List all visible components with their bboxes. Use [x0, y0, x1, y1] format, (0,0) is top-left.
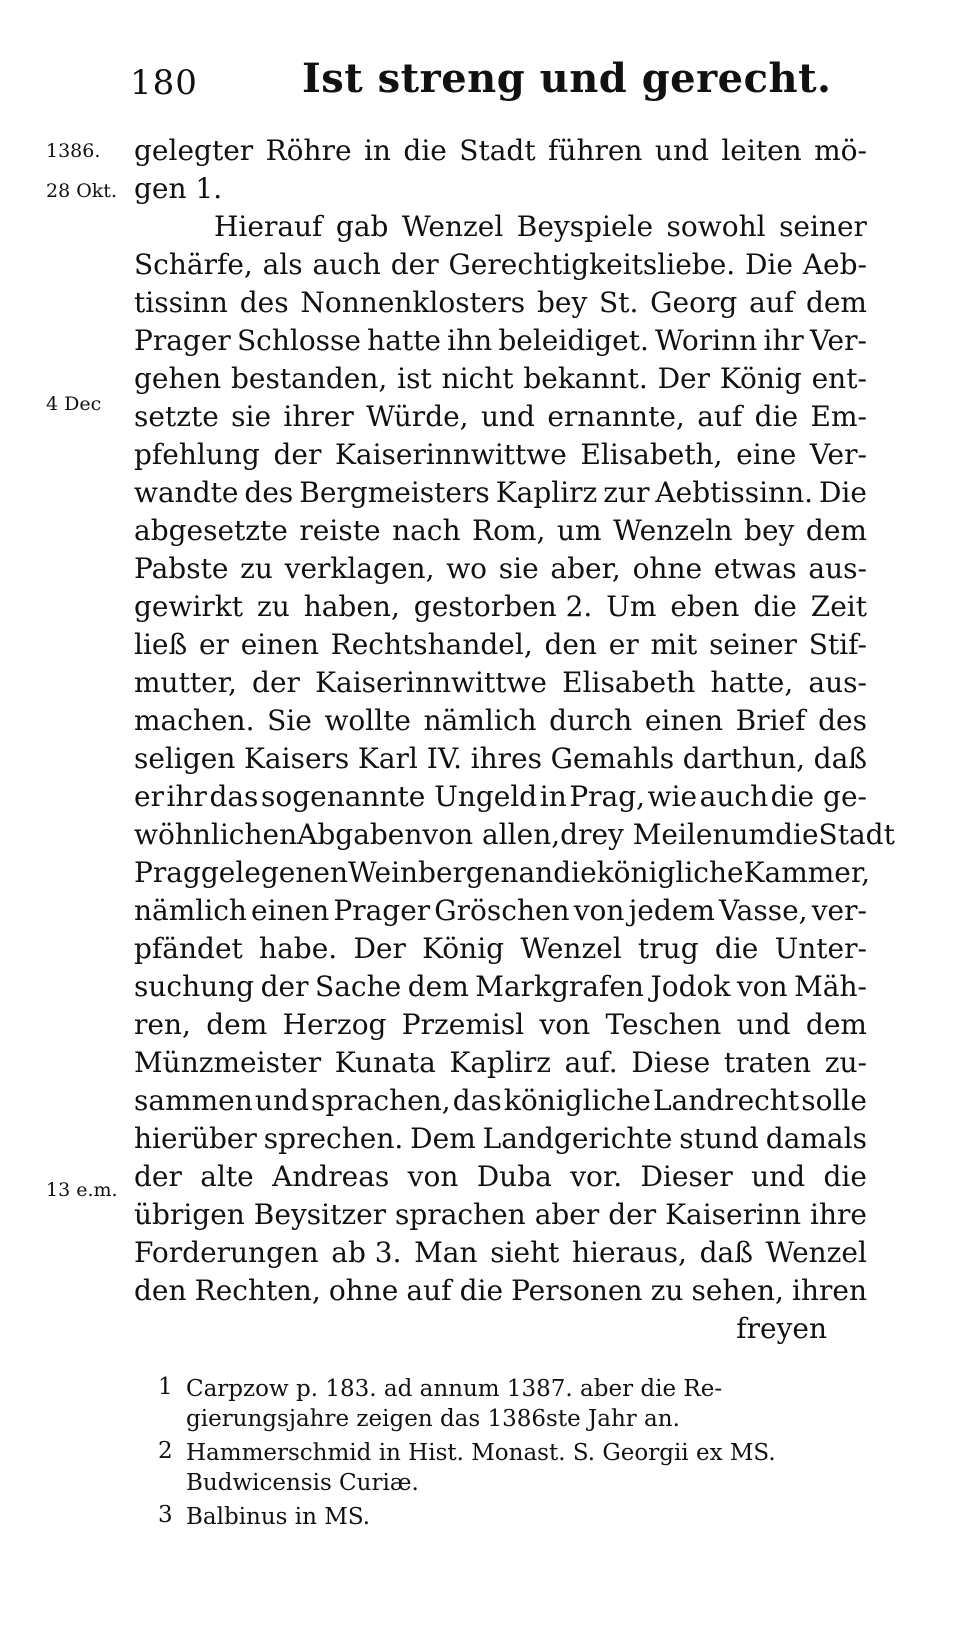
- word: sehen,: [691, 1274, 784, 1307]
- word: die: [403, 134, 447, 167]
- word: ren,: [134, 1008, 191, 1041]
- word: auf.: [564, 1046, 618, 1079]
- word: er: [608, 628, 639, 661]
- word: hieraus,: [572, 1236, 687, 1269]
- word: Unter-: [774, 932, 867, 965]
- word: Der: [657, 362, 710, 395]
- word: und: [654, 134, 709, 167]
- word: Herzog: [282, 1008, 387, 1041]
- word: aber,: [550, 552, 621, 585]
- word: ihres: [470, 742, 542, 775]
- word: tissinn: [134, 286, 228, 319]
- word: ernannte,: [547, 400, 685, 433]
- word: Bergmeisters: [299, 476, 490, 509]
- word: der: [260, 970, 309, 1003]
- word: Nonnenklosters: [300, 286, 526, 319]
- word: Beysitzer: [253, 1198, 387, 1231]
- word: Przemisl: [401, 1008, 525, 1041]
- word: Em-: [810, 400, 867, 433]
- word: Prag: [134, 856, 201, 889]
- text-line: [134, 246, 867, 284]
- word: setzte: [134, 400, 219, 433]
- word: Teschen: [605, 1008, 722, 1041]
- word: den: [134, 1274, 187, 1307]
- word: dem: [206, 1008, 268, 1041]
- word: gewirkt: [134, 590, 244, 623]
- footnote-line: Budwicensis Curiæ.: [186, 1470, 419, 1496]
- word: ihn: [447, 324, 493, 357]
- word: machen.: [134, 704, 255, 737]
- word: Man: [414, 1236, 478, 1269]
- word: die: [754, 400, 799, 433]
- text-line: [134, 1272, 867, 1310]
- word: pfändet: [134, 932, 243, 965]
- text-line: [134, 1310, 867, 1348]
- word: Kaisers: [244, 742, 350, 775]
- word: ihr: [166, 780, 207, 813]
- word: nach: [392, 514, 461, 547]
- word: seiner: [709, 628, 797, 661]
- word: von: [736, 970, 788, 1003]
- word: Personen: [511, 1274, 643, 1307]
- text-line: [134, 360, 867, 398]
- word: ihren: [792, 1274, 867, 1307]
- word: die: [714, 932, 759, 965]
- text-line: [134, 1234, 867, 1272]
- word: Münzmeister: [134, 1046, 322, 1079]
- word: wo: [446, 552, 488, 585]
- word: Landrecht: [652, 1084, 800, 1117]
- footnote-line: Hammerschmid in Hist. Monast. S. Georgii ex MS.: [186, 1440, 776, 1466]
- word: er: [134, 780, 164, 813]
- word: Stadt: [459, 134, 536, 167]
- text-line: [134, 550, 867, 588]
- word: der: [390, 248, 439, 281]
- word: auf: [406, 1274, 452, 1307]
- word: die: [459, 1274, 504, 1307]
- word: sprachen: [395, 1198, 526, 1231]
- word: Aeb-: [802, 248, 867, 281]
- word: in: [539, 780, 567, 813]
- word: zu: [256, 590, 290, 623]
- word: Jodok: [650, 970, 731, 1003]
- word: Ver-: [809, 438, 867, 471]
- word: des: [239, 286, 289, 319]
- text-line: [134, 854, 871, 892]
- text-line: [134, 1006, 867, 1044]
- word: Kunata: [334, 1046, 436, 1079]
- word: Gemahls: [550, 742, 675, 775]
- word: eine: [736, 438, 797, 471]
- word: Dem: [410, 1122, 476, 1155]
- text-line: [134, 892, 867, 930]
- word: pfehlung: [134, 438, 260, 471]
- word: an: [518, 856, 554, 889]
- word: bestanden,: [230, 362, 388, 395]
- word: die: [753, 590, 797, 623]
- word: Kaplirz: [449, 1046, 552, 1079]
- footnote: [158, 1502, 878, 1532]
- word: übrigen: [134, 1198, 245, 1231]
- word: seiner: [779, 210, 867, 243]
- word: von allen,: [422, 818, 561, 851]
- word: Wenzel: [401, 210, 504, 243]
- word: königliche: [596, 856, 744, 889]
- word: das: [452, 1084, 502, 1117]
- word: abgesetzte: [134, 514, 288, 547]
- word: Vasse,: [719, 894, 808, 927]
- word: Wenzel: [765, 1236, 867, 1269]
- word: gelegenen: [200, 856, 348, 889]
- word: gehen: [134, 362, 222, 395]
- word: haben,: [303, 590, 400, 623]
- footnote: [158, 1438, 878, 1498]
- word: Prager: [333, 894, 431, 927]
- word: gestorben 2.: [413, 590, 593, 623]
- word: Pabste: [134, 552, 229, 585]
- word: und: [254, 1084, 309, 1117]
- word: ab 3.: [331, 1236, 402, 1269]
- footnote-line: Balbinus in MS.: [186, 1504, 371, 1530]
- word: nämlich: [134, 894, 247, 927]
- word: Kaiserinnwittwe: [334, 438, 567, 471]
- word: Rechtshandel,: [330, 628, 533, 661]
- word: die: [775, 818, 819, 851]
- text-line: [134, 1044, 867, 1082]
- word: Um: [606, 590, 657, 623]
- text-line: [134, 626, 867, 664]
- word: alte: [200, 1160, 254, 1193]
- text-line: [134, 588, 867, 626]
- word: ließ: [134, 628, 188, 661]
- word: beleidiget.: [498, 324, 649, 357]
- word: dem: [805, 1008, 867, 1041]
- word: Wenzel: [520, 932, 622, 965]
- word: auch: [699, 780, 769, 813]
- text-line: [134, 1158, 867, 1196]
- word: Kaplirz: [495, 476, 598, 509]
- word: nämlich: [423, 704, 537, 737]
- word: dem: [805, 286, 867, 319]
- word: Diese: [631, 1046, 711, 1079]
- word: Sie: [267, 704, 312, 737]
- word: einen: [644, 704, 724, 737]
- word: König: [422, 932, 505, 965]
- word: sprechen.: [263, 1122, 404, 1155]
- word: gab: [335, 210, 389, 243]
- word: Kaiserinn: [665, 1198, 802, 1231]
- text-line: [134, 170, 867, 208]
- word: freyen: [736, 1312, 827, 1345]
- word: gen 1.: [134, 172, 223, 205]
- text-line: [134, 322, 867, 360]
- word: der: [608, 1198, 657, 1231]
- word: sammen: [134, 1084, 253, 1117]
- word: hatte: [367, 324, 441, 357]
- word: Hierauf: [214, 210, 323, 243]
- word: Sache: [315, 970, 402, 1003]
- word: drey Meilen: [560, 818, 731, 851]
- word: aus-: [808, 666, 867, 699]
- word: Die: [744, 248, 793, 281]
- word: St.: [599, 286, 639, 319]
- word: und: [751, 1160, 806, 1193]
- word: und: [736, 1008, 791, 1041]
- word: Wenzeln: [613, 514, 733, 547]
- running-title: Ist streng und gerecht.: [302, 55, 832, 102]
- word: ohne: [328, 1274, 399, 1307]
- word: sowohl: [666, 210, 766, 243]
- word: in: [363, 134, 391, 167]
- word: Rechten,: [194, 1274, 321, 1307]
- word: Dieser: [640, 1160, 733, 1193]
- word: ver-: [811, 894, 867, 927]
- text-line: [134, 968, 867, 1006]
- word: ihr: [763, 324, 804, 357]
- word: ihrer: [283, 400, 354, 433]
- word: um: [730, 818, 776, 851]
- word: Mäh-: [794, 970, 867, 1003]
- word: wollte: [324, 704, 411, 737]
- word: Elisabeth,: [580, 438, 723, 471]
- word: ohne: [632, 552, 703, 585]
- text-line: [134, 816, 895, 854]
- word: sogenannte Ungeld: [260, 780, 538, 813]
- word: Georg: [650, 286, 738, 319]
- margin-note-year: 1386.: [46, 140, 101, 162]
- word: gelegter: [134, 134, 254, 167]
- word: mutter,: [134, 666, 237, 699]
- word: hatte,: [710, 666, 794, 699]
- word: solle: [801, 1084, 867, 1117]
- text-line: [134, 664, 867, 702]
- word: Gerechtigkeitsliebe.: [448, 248, 736, 281]
- word: den: [544, 628, 598, 661]
- word: hierüber: [134, 1122, 257, 1155]
- text-line: [134, 1082, 867, 1120]
- text-line: [134, 132, 867, 170]
- body-text: [134, 132, 895, 1348]
- word: jedem: [628, 894, 715, 927]
- word: Abgaben: [297, 818, 423, 851]
- word: Andreas: [272, 1160, 390, 1193]
- word: vor.: [570, 1160, 623, 1193]
- word: von: [539, 1008, 591, 1041]
- word: darthun,: [682, 742, 806, 775]
- word: Stif-: [808, 628, 867, 661]
- word: reiste: [299, 514, 381, 547]
- footnote-number: 2: [158, 1438, 173, 1464]
- word: Schärfe,: [134, 248, 253, 281]
- footnote-line: gierungsjahre zeigen das 1386ste Jahr an.: [186, 1406, 680, 1432]
- word: zu: [240, 552, 273, 585]
- word: das: [209, 780, 259, 813]
- word: etwas: [713, 552, 797, 585]
- word: Stadt: [818, 818, 895, 851]
- word: sprachen,: [311, 1084, 451, 1117]
- footnote-number: 1: [158, 1374, 173, 1400]
- word: habe.: [259, 932, 338, 965]
- word: bey: [744, 514, 795, 547]
- word: Die: [818, 476, 867, 509]
- word: nicht: [441, 362, 514, 395]
- word: aber: [534, 1198, 600, 1231]
- word: wandte: [134, 476, 239, 509]
- text-line: [134, 512, 867, 550]
- footnote-text: [186, 1438, 878, 1498]
- word: wöhnlichen: [134, 818, 298, 851]
- word: Prag,: [569, 780, 646, 813]
- word: führen: [548, 134, 643, 167]
- word: einen: [240, 628, 319, 661]
- word: der: [252, 666, 300, 699]
- word: um: [556, 514, 602, 547]
- page-number: 180: [130, 63, 198, 103]
- margin-note-date: 28 Okt.: [46, 180, 117, 202]
- word: die: [823, 1160, 867, 1193]
- word: ist: [397, 362, 432, 395]
- text-line: [134, 740, 867, 778]
- word: die: [553, 856, 597, 889]
- word: Landgerichte: [482, 1122, 673, 1155]
- word: Elisabeth: [562, 666, 696, 699]
- text-line: [134, 778, 867, 816]
- word: mö-: [814, 134, 867, 167]
- footnotes: [158, 1374, 878, 1536]
- text-line: [134, 284, 867, 322]
- margin-note-date: 13 e.m.: [46, 1179, 118, 1201]
- word: durch: [549, 704, 633, 737]
- word: seligen: [134, 742, 236, 775]
- word: er: [198, 628, 229, 661]
- word: zu-: [824, 1046, 867, 1079]
- word: Der: [353, 932, 406, 965]
- page-header: [130, 55, 870, 115]
- word: trug: [638, 932, 699, 965]
- word: König: [719, 362, 802, 395]
- word: auf: [749, 286, 795, 319]
- margin-note-date: 4 Dec: [46, 393, 102, 415]
- text-line: [134, 1120, 867, 1158]
- text-line: [134, 436, 867, 474]
- word: von: [573, 894, 625, 927]
- word: Kaiserinnwittwe: [315, 666, 547, 699]
- word: verklagen,: [284, 552, 435, 585]
- word: aus-: [808, 552, 867, 585]
- footnote-text: [186, 1502, 878, 1532]
- word: Worinn: [655, 324, 758, 357]
- text-line: [134, 930, 867, 968]
- word: auch: [312, 248, 381, 281]
- word: dem: [805, 514, 867, 547]
- word: die ge-: [770, 780, 867, 813]
- word: Zeit: [810, 590, 867, 623]
- word: Karl IV.: [357, 742, 463, 775]
- text-line: [134, 702, 867, 740]
- word: Rom,: [472, 514, 546, 547]
- word: zur: [603, 476, 650, 509]
- word: sie: [498, 552, 539, 585]
- word: Forderungen: [134, 1236, 319, 1269]
- word: leiten: [721, 134, 802, 167]
- footnote-line: Carpzow p. 183. ad annum 1387. aber die Re-: [186, 1376, 723, 1402]
- word: königliche: [503, 1084, 651, 1117]
- word: ent-: [811, 362, 867, 395]
- footnote-number: 3: [158, 1502, 173, 1528]
- word: auf: [697, 400, 743, 433]
- word: Röhre: [265, 134, 352, 167]
- word: traten: [723, 1046, 812, 1079]
- word: Kammer,: [743, 856, 871, 889]
- word: des: [244, 476, 294, 509]
- word: bey: [536, 286, 588, 319]
- word: und: [480, 400, 535, 433]
- word: sieht: [490, 1236, 560, 1269]
- word: Aebtissinn.: [655, 476, 814, 509]
- text-line: [134, 474, 867, 512]
- word: Brief: [735, 704, 806, 737]
- word: Schlosse: [236, 324, 361, 357]
- word: des: [818, 704, 867, 737]
- word: Ver-: [809, 324, 867, 357]
- word: wie: [647, 780, 698, 813]
- word: suchung: [134, 970, 255, 1003]
- word: einen: [251, 894, 330, 927]
- word: Duba: [476, 1160, 552, 1193]
- word: damals: [765, 1122, 867, 1155]
- word: der: [273, 438, 322, 471]
- text-line: [134, 398, 867, 436]
- footnote-text: [186, 1374, 878, 1434]
- word: ihre: [809, 1198, 867, 1231]
- word: zu: [650, 1274, 684, 1307]
- text-line: [134, 208, 867, 246]
- word: von: [407, 1160, 459, 1193]
- word: Würde,: [366, 400, 469, 433]
- word: bekannt.: [523, 362, 648, 395]
- word: Prager: [134, 324, 231, 357]
- word: Gröschen: [434, 894, 570, 927]
- word: dem: [407, 970, 469, 1003]
- word: Beyspiele: [516, 210, 654, 243]
- text-line: [134, 1196, 867, 1234]
- word: sie: [231, 400, 272, 433]
- word: daß: [813, 742, 867, 775]
- word: Weinbergen: [348, 856, 519, 889]
- footnote: [158, 1374, 878, 1434]
- word: mit: [650, 628, 698, 661]
- word: Markgrafen: [475, 970, 644, 1003]
- word: stund: [679, 1122, 759, 1155]
- word: der: [134, 1160, 182, 1193]
- word: als: [262, 248, 303, 281]
- word: eben: [670, 590, 740, 623]
- word: daß: [699, 1236, 753, 1269]
